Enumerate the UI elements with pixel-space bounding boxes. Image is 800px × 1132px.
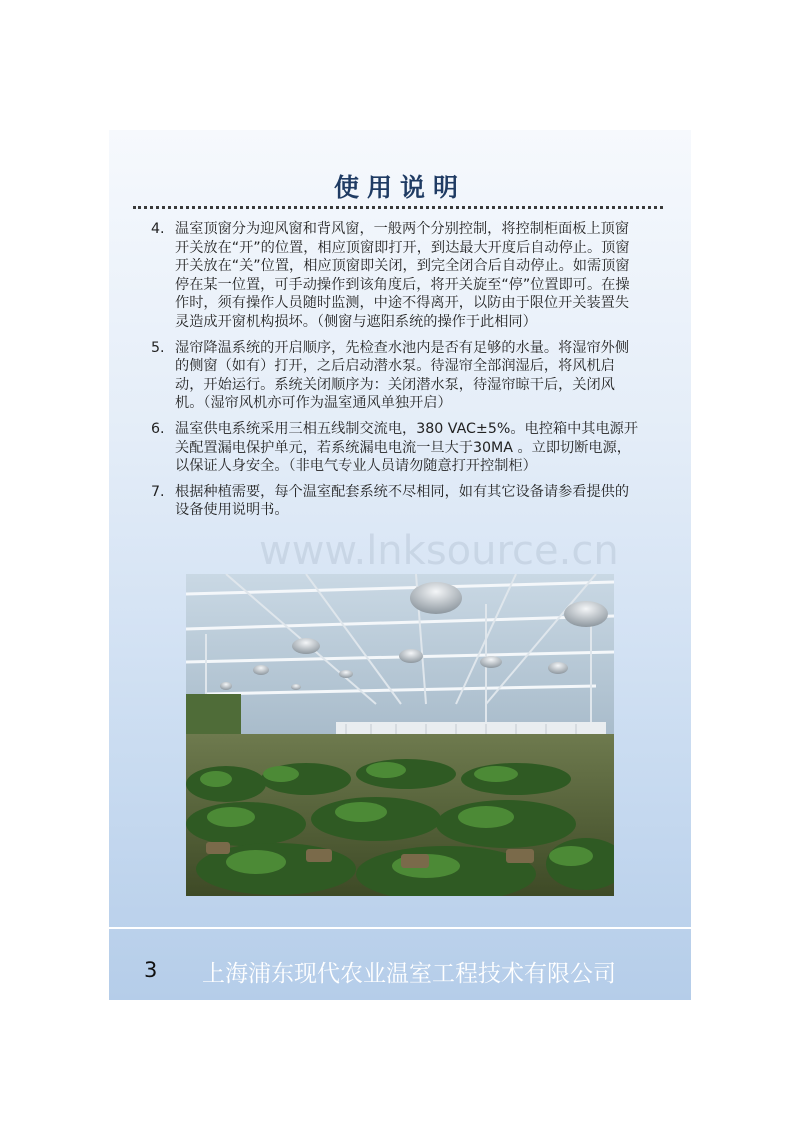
item-text: 根据种植需要，每个温室配套系统不尽相同，如有其它设备请参看提供的设备使用说明书。 bbox=[175, 483, 630, 519]
list-item bbox=[151, 420, 641, 476]
item-number: 4. bbox=[151, 221, 165, 237]
page-title: 使用说明 bbox=[333, 173, 466, 202]
list-item bbox=[151, 483, 641, 520]
item-text: 温室顶窗分为迎风窗和背风窗，一般两个分别控制，将控制柜面板上顶窗开关放在“开”的位置，相应顶窗即打开，到达最大开度后自动停止。顶窗开关放在“关”位置，相应顶窗即关闭，到完全闭合后自动停止。如需顶窗停在某一位置，可手动操作到该角度后，将开关旋至“停”位置即可。在操作时，须有操作人员随时监测，中途不得离开，以防由于限位开关装置失灵造成开窗机构损坏。（侧窗与遮阳系统的操作于此相同） bbox=[175, 221, 630, 330]
instruction-list bbox=[151, 220, 641, 527]
page bbox=[109, 130, 691, 1000]
company-name: 上海浦东现代农业温室工程技术有限公司 bbox=[202, 961, 616, 987]
list-item bbox=[151, 339, 641, 413]
greenhouse-photo bbox=[186, 574, 614, 896]
item-text: 湿帘降温系统的开启顺序，先检查水池内是否有足够的水量。将湿帘外侧的侧窗（如有）打开，之后启动潜水泵。待湿帘全部润湿后，将风机启动，开始运行。系统关闭顺序为：关闭潜水泵，待湿帘晾干后，关闭风机。（湿帘风机亦可作为温室通风单独开启） bbox=[175, 339, 630, 412]
item-number: 6. bbox=[151, 420, 165, 437]
list-item bbox=[151, 220, 641, 332]
item-text: 温室供电系统采用三相五线制交流电，380 VAC±5%。电控箱中其电源开关配置漏电保护单元，若系统漏电电流一旦大于30MA 。立即切断电源，以保证人身安全。（非电气专业人员请勿随意打开控制柜） bbox=[175, 420, 639, 475]
item-number: 7. bbox=[151, 483, 165, 500]
item-number: 5. bbox=[151, 339, 165, 356]
watermark: www.lnksource.cn bbox=[259, 528, 619, 574]
page-number: 3 bbox=[144, 958, 158, 982]
footer-divider bbox=[109, 927, 691, 929]
dotted-divider bbox=[133, 206, 663, 209]
